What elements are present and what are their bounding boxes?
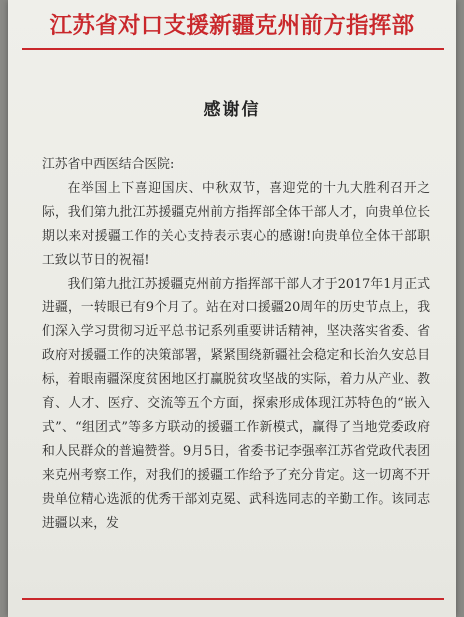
letterhead-divider: [22, 48, 444, 50]
letter-page: [8, 0, 456, 617]
letter-paragraph-2: 我们第九批江苏援疆克州前方指挥部干部人才于2017年1月正式进疆，一转眼已有9个月了。站在对口援疆20周年的历史节点上，我们深入学习贯彻习近平总书记系列重要讲话精神，坚决落实省委、省政府对援疆工作的决策部署，紧紧围绕新疆社会稳定和长治久安总目标，着眼南疆深度贫困地区打赢脱贫攻坚战的实际，着力从产业、教育、人才、医疗、交流等五个方面，探索形成体现江苏特色的“嵌入式”、“组团式”等多方联动的援疆工作新模式，赢得了当地党委政府和人民群众的普遍赞誉。9月5日，省委书记李强率江苏省党政代表团来克州考察工作，对我们的援疆工作给予了充分肯定。这一切离不开贵单位精心选派的优秀干部刘克冕、武科选同志的辛勤工作。该同志进疆以来，发: [42, 276, 430, 531]
footer-divider: [22, 598, 444, 600]
letterhead-title: 江苏省对口支援新疆克州前方指挥部: [49, 13, 415, 39]
letter-body: [42, 153, 430, 536]
letter-title: 感谢信: [203, 100, 261, 120]
letter-paragraph-1: 在举国上下喜迎国庆、中秋双节，喜迎党的十九大胜利召开之际，我们第九批江苏援疆克州前方指挥部全体干部人才，向贵单位长期以来对援疆工作的关心支持表示衷心的感谢!向贵单位全体干部职工致以节日的祝福!: [42, 180, 430, 268]
letter-salutation: 江苏省中西医结合医院:: [42, 157, 175, 172]
